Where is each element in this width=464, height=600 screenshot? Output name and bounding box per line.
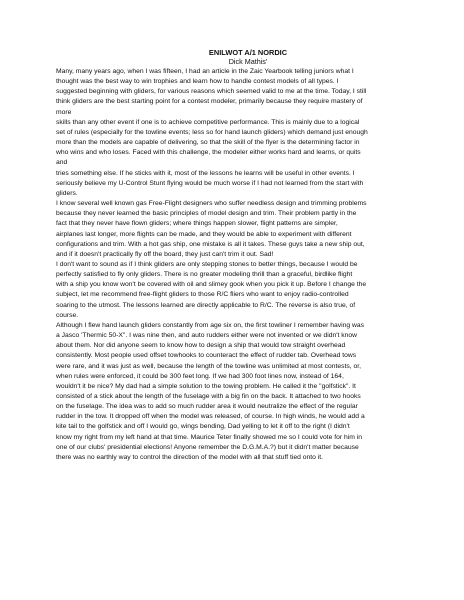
- text-line: airplanes last longer, more flights can be made, and they would be able to experiment with different: [56, 230, 352, 238]
- text-line: and: [56, 159, 68, 167]
- text-line: know my right from my left hand at that time. Maurice Teter finally showed me so I could vote for him in: [56, 433, 363, 441]
- text-line: skills than any other event if one is to achieve competitive performance. This is mainly due to a logical: [56, 118, 360, 126]
- text-line: I know several well known gas Free-Flight designers who suffer needless design and trimming problems: [56, 200, 367, 208]
- text-line: tries something else. If he sticks with it, most of the lessons he learns will be useful in other events. I: [56, 169, 355, 177]
- text-line: about them. Nor did anyone seem to know how to design a ship that would tow straight overhead: [56, 342, 346, 350]
- text-line: suggested beginning with gliders, for various reasons which seemed valid to me at the time. Today, I still: [56, 88, 367, 96]
- text-line: on the fuselage. The idea was to add so much rudder area it would neutralize the effect of the regular: [56, 403, 358, 411]
- text-line: set of rules (especially for the towline events; less so for hand launch gliders) which demand just enough: [56, 128, 368, 136]
- text-line: wouldn't it be nice? My dad had a simple solution to the towing problem. He called it the "golfstick". It: [56, 382, 356, 390]
- text-line: fact that they never have flown gliders; where things happen slower, flight patterns are simpler,: [56, 220, 338, 228]
- text-line: thought was the best way to win trophies and learn how to handle contest models of all types. I: [56, 78, 339, 86]
- document-page: [56, 48, 440, 463]
- text-line: kite tail to the golfstick and off I would go, wings bending, Dad yelling to let it off to the right (I didn't: [56, 423, 350, 431]
- text-line: a Jasco 'Thermic 50-X". I was nine then, and auto rudders either were not invented or we didn't know: [56, 332, 358, 340]
- text-line: there was no earthly way to control the direction of the model with all that stuff tied onto it.: [56, 453, 324, 461]
- text-line: with a ship you know won't be covered with oil and slimey gook when you pick it up. Before I change the: [56, 281, 367, 289]
- text-line: configurations and trim. With a hot gas ship, one mistake is all it takes. These guys take a new ship out,: [56, 240, 365, 248]
- text-line: think gliders are the best starting point for a contest modeler, primarily because they require mastery of: [56, 98, 363, 106]
- text-line: and if it doesn't practically fly off the board, they just can't trim it out. Sad!: [56, 250, 274, 258]
- text-line: consisted of a stick about the length of the fuselage with a big fin on the back. It attached to two hooks: [56, 393, 361, 400]
- text-line: I don't want to sound as if I think gliders are only stepping stones to better things, because I would be: [56, 260, 358, 268]
- text-line: because they never learned the basic principles of model design and trim. Their problem partly in the: [56, 210, 357, 218]
- text-line: more: [56, 108, 72, 116]
- document-body: [56, 67, 440, 463]
- text-line: Although I flew hand launch gliders constantly from age six on, the first towliner I remember having was: [56, 321, 365, 329]
- text-line: perfectly satisfied to fly only gliders. There is no greater modeling thrill than a graceful, birdlike flight: [56, 271, 353, 279]
- text-line: soaring to the utmost. The lessons learned are directly applicable to R/C. The reverse is also true, of: [56, 301, 356, 309]
- text-line: more than the models are capable of delivering, so that the skill of the flyer is the determining factor in: [56, 139, 360, 147]
- text-line: course.: [56, 311, 79, 319]
- text-line: rudder in the tow. It dropped off when the model was released, of course. In high winds, he would add a: [56, 413, 365, 421]
- text-line: seriously believe my U-Control Stunt flying would be much worse if I had not learned from the start with: [56, 179, 364, 187]
- text-line: were rare, and it was just as well, because the length of the towline was unlimited at most contests, or,: [56, 362, 362, 370]
- text-line: consistently. Most people used offset towhooks to counteract the effect of rudder tab. Overhead tows: [56, 352, 357, 360]
- text-line: Many, many years ago, when I was fifteen, I had an article in the Zaic Yearbook telling juniors what I: [56, 68, 354, 75]
- document-title: ENILWOT A/1 NORDIC: [208, 48, 288, 57]
- text-line: gliders.: [56, 189, 78, 197]
- document-author: Dick Mathis': [228, 57, 268, 66]
- text-line: when rules were enforced, it could be 300 feet long. If we had 300 foot lines now, instead of 164,: [56, 372, 344, 380]
- text-line: one of our clubs' presidential elections! Anyone remember the D.G.M.A.?) but it didn't matter because: [56, 443, 359, 451]
- text-line: who wins and who loses. Faced with this challenge, the modeler either works hard and learns, or quits: [56, 149, 361, 157]
- text-line: subject, let me recommend free-flight gliders to those R/C fliers who want to enjoy radio-controlled: [56, 291, 349, 299]
